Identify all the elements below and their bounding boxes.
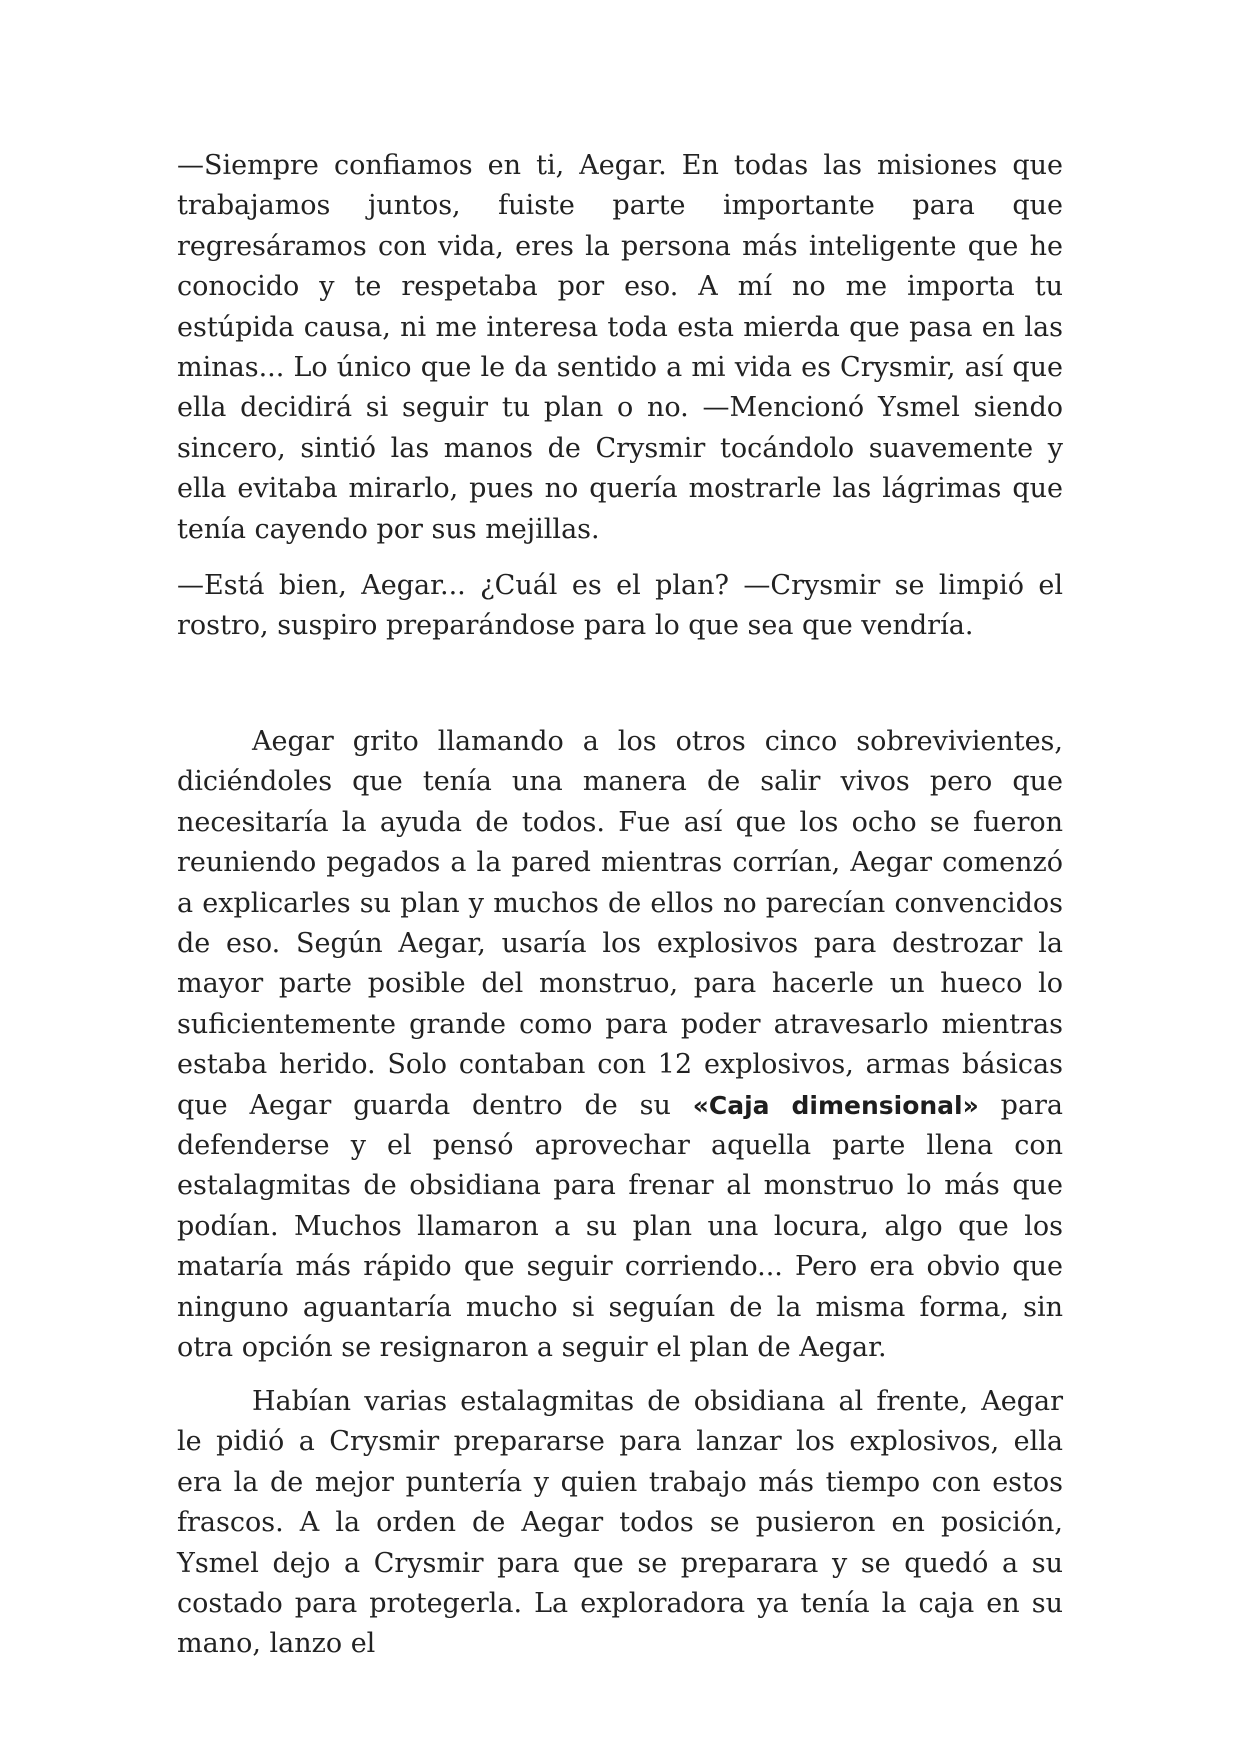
paragraph-aegar-plan (177, 722, 1063, 1369)
paragraph-dialogue-ysmel: —Siempre confiamos en ti, Aegar. En todas las misiones que trabajamos juntos, fuiste parte importante para que regresáramos con vida, eres la persona más inteligente que he conocido y te respetaba por eso. A mí no me importa tu estúpida causa, ni me interesa toda esta mierda que pasa en las minas... Lo único que le da sentido a mi vida es Crysmir, así que ella decidirá si seguir tu plan o no. —Mencionó Ysmel siendo sincero, sintió las manos de Crysmir tocándolo suavemente y ella evitaba mirarlo, pues no quería mostrarle las lágrimas que tenía cayendo por sus mejillas. (177, 150, 1063, 545)
emphasis-caja-dimensional: «Caja dimensional» (692, 1090, 979, 1120)
paragraph-estalagmitas: Habían varias estalagmitas de obsidiana al frente, Aegar le pidió a Crysmir prepararse para lanzar los explosivos, ella era la de mejor puntería y quien trabajo más tiempo con estos frascos. A la orden de Aegar todos se pusieron en posición, Ysmel dejo a Crysmir para que se preparara y se quedó a su costado para protegerla. La exploradora ya tenía la caja en su mano, lanzo el (177, 1386, 1063, 1660)
paragraph-text-after-emphasis: para defenderse y el pensó aprovechar aquella parte llena con estalagmitas de obsidiana para frenar al monstruo lo más que podían. Muchos llamaron a su plan una locura, algo que los mataría más rápido que seguir corriendo... Pero era obvio que ninguno aguantaría mucho si seguían de la misma forma, sin otra opción se resignaron a seguir el plan de Aegar. (177, 1089, 1064, 1364)
paragraph-dialogue-crysmir: —Está bien, Aegar... ¿Cuál es el plan? —Crysmir se limpió el rostro, suspiro preparándose para lo que sea que vendría. (177, 570, 1063, 642)
paragraph-text-before-emphasis: Aegar grito llamando a los otros cinco sobrevivientes, diciéndoles que tenía una manera de salir vivos pero que necesitaría la ayuda de todos. Fue así que los ocho se fueron reuniendo pegados a la pared mientras corrían, Aegar comenzó a explicarles su plan y muchos de ellos no parecían convencidos de eso. Según Aegar, usaría los explosivos para destrozar la mayor parte posible del monstruo, para hacerle un hueco lo suficientemente grande como para poder atravesarlo mientras estaba herido. Solo contaban con 12 explosivos, armas básicas que Aegar guarda dentro de su (177, 726, 1063, 1121)
